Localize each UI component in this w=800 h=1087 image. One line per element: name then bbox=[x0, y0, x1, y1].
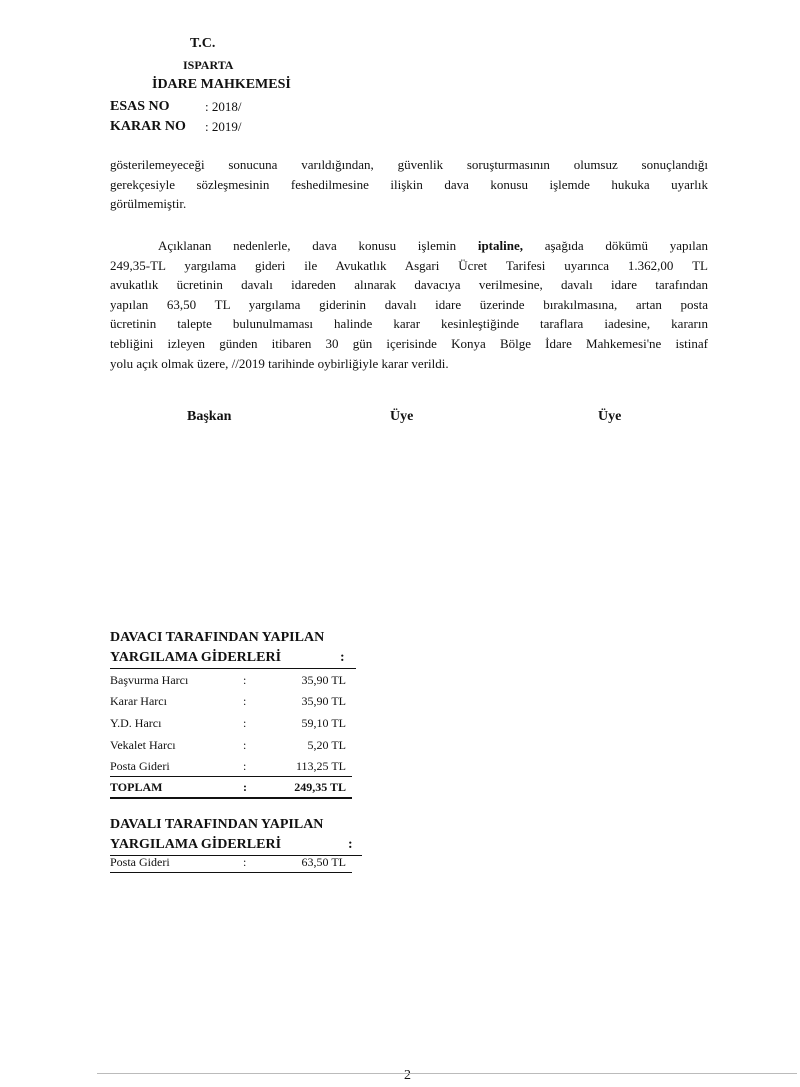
cost-colon: : bbox=[243, 694, 247, 708]
davali-costs-title-line-1: DAVALI TARAFINDAN YAPILAN bbox=[110, 817, 324, 832]
davaci-costs-title-colon: : bbox=[340, 650, 345, 665]
paragraph-1-line: görülmemiştir. bbox=[110, 196, 187, 212]
karar-label: KARAR NO bbox=[110, 119, 186, 134]
cost-colon: : bbox=[243, 673, 247, 687]
cost-amount: 35,90 TL bbox=[301, 694, 346, 708]
cost-colon: : bbox=[243, 716, 247, 730]
cost-row bbox=[110, 713, 352, 733]
cost-label: Y.D. Harcı bbox=[110, 716, 162, 730]
signature-uye-1: Üye bbox=[390, 409, 414, 424]
cost-amount: 59,10 TL bbox=[301, 716, 346, 730]
paragraph-2-bold-text: iptaline, bbox=[477, 238, 523, 253]
cost-total-row bbox=[110, 777, 352, 799]
davaci-costs-title-line-2 bbox=[110, 648, 356, 669]
cost-total-amount: 249,35 TL bbox=[294, 780, 346, 794]
cost-amount: 35,90 TL bbox=[301, 673, 346, 687]
cost-total-label: TOPLAM bbox=[110, 780, 163, 794]
cost-label: Vekalet Harcı bbox=[110, 738, 176, 752]
paragraph-2-first-line bbox=[110, 236, 708, 256]
page-divider bbox=[97, 1073, 797, 1074]
cost-amount: 113,25 TL bbox=[296, 759, 346, 773]
cost-colon: : bbox=[243, 738, 247, 752]
paragraph-2-line: yolu açık olmak üzere, //2019 tarihinde oybirliğiyle karar verildi. bbox=[110, 355, 449, 371]
paragraph-1-line: gerekçesiyle sözleşmesinin feshedilmesine ilişkin dava konusu işlemde hukuka uyarlık bbox=[110, 176, 708, 192]
header-tc: T.C. bbox=[190, 36, 216, 51]
davaci-costs-title-line-1: DAVACI TARAFINDAN YAPILAN bbox=[110, 630, 325, 645]
paragraph-2-line: yapılan 63,50 TL yargılama giderinin davalı idare üzerinde bırakılmasına, artan posta bbox=[110, 296, 708, 312]
esas-label: ESAS NO bbox=[110, 99, 170, 114]
cost-row bbox=[110, 670, 352, 690]
cost-label: Başvurma Harcı bbox=[110, 673, 189, 687]
paragraph-1-line: gösterilemeyeceği sonucuna varıldığından, güvenlik soruşturmasının olumsuz sonuçlandığı bbox=[110, 157, 708, 172]
paragraph-2-line: tebliğini izleyen günden itibaren 30 gün içerisinde Konya Bölge İdare Mahkemesi'ne istinaf bbox=[110, 335, 708, 351]
header-court: İDARE MAHKEMESİ bbox=[152, 77, 291, 92]
davaci-costs-title bbox=[110, 628, 356, 669]
davali-costs-title-text: YARGILAMA GİDERLERİ bbox=[110, 837, 282, 852]
paragraph-2 bbox=[110, 236, 708, 373]
paragraph-2-line: avukatlık ücretinin davalı idareden alınarak davacıya verilmesine, davalı idare tarafından bbox=[110, 277, 708, 293]
cost-amount: 63,50 TL bbox=[301, 855, 346, 869]
cost-colon: : bbox=[243, 759, 247, 773]
paragraph-1 bbox=[110, 155, 708, 214]
davali-costs-title-colon: : bbox=[348, 837, 353, 852]
karar-value: : 2019/ bbox=[205, 119, 242, 134]
header-city: ISPARTA bbox=[183, 58, 234, 72]
cost-amount: 5,20 TL bbox=[307, 738, 346, 752]
davaci-costs-title-text: YARGILAMA GİDERLERİ bbox=[110, 650, 282, 665]
esas-value: : 2018/ bbox=[205, 99, 242, 114]
cost-total-colon: : bbox=[243, 780, 247, 794]
paragraph-2-line: 249,35-TL yargılama gideri ile Avukatlık Asgari Ücret Tarifesi uyarınca 1.362,00 TL bbox=[110, 257, 708, 273]
cost-label: Posta Gideri bbox=[110, 855, 170, 869]
cost-label: Karar Harcı bbox=[110, 694, 167, 708]
cost-colon: : bbox=[243, 855, 247, 869]
cost-label: Posta Gideri bbox=[110, 759, 170, 773]
davali-costs-title bbox=[110, 815, 362, 856]
cost-row bbox=[110, 756, 352, 777]
cost-row bbox=[110, 691, 352, 711]
paragraph-2-text: aşağıda dökümü yapılan bbox=[544, 238, 709, 253]
page-number: 2 bbox=[404, 1068, 411, 1083]
signature-uye-2: Üye bbox=[598, 409, 622, 424]
cost-row bbox=[110, 852, 352, 873]
signature-baskan: Başkan bbox=[187, 409, 232, 424]
paragraph-2-line: ücretinin talepte bulunulmaması halinde karar kesinleştiğinde taraflara iadesine, kararın bbox=[110, 316, 708, 332]
paragraph-2-text: Açıklanan nedenlerle, dava konusu işlemin bbox=[158, 238, 457, 253]
cost-row bbox=[110, 735, 352, 755]
